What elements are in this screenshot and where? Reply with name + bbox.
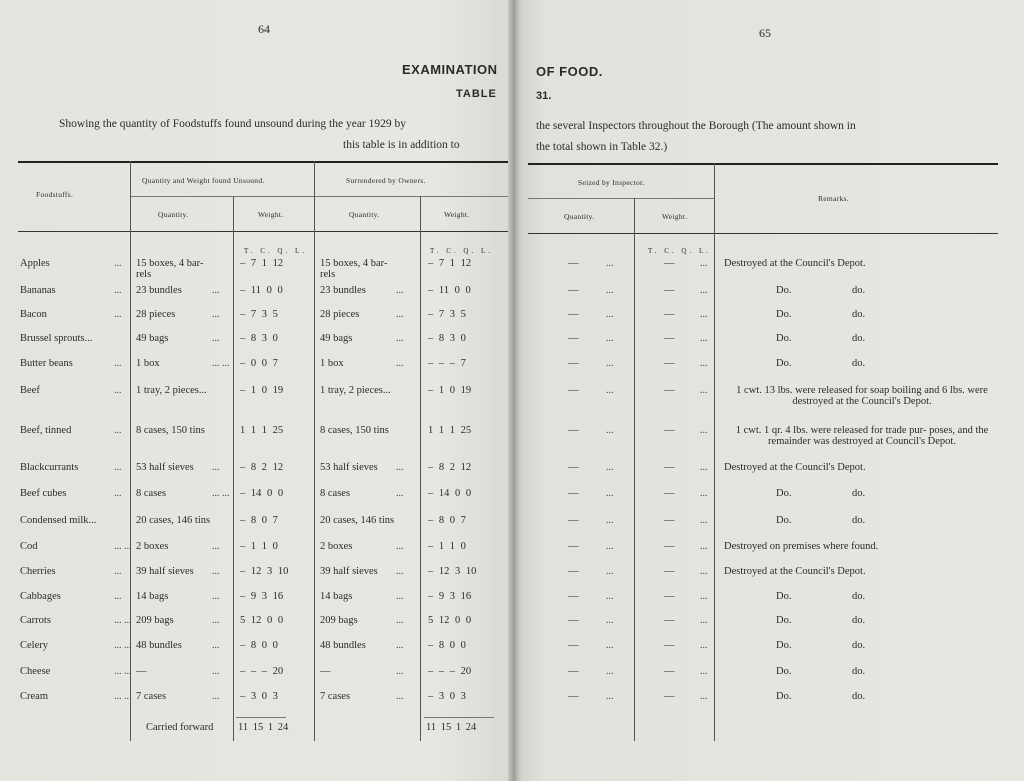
row-weight-found: – 8 3 0 [240, 333, 278, 344]
row-quantity-found: 20 cases, 146 tins [136, 515, 211, 526]
row-weight-seized-dots: ... [700, 358, 708, 369]
row-foodstuff: Condensed milk... [20, 515, 97, 526]
row-weight-found: – 7 1 12 [240, 258, 284, 269]
row-weight-seized: — [664, 541, 675, 552]
row-quantity-found-dots: ... [212, 666, 220, 677]
row-weight-surrendered: – 8 0 7 [428, 515, 466, 526]
row-remark: Do. [776, 488, 792, 499]
row-weight-surrendered: 1 1 1 25 [428, 425, 472, 436]
weight-units-3: T. C. Q. L. [648, 247, 712, 255]
row-foodstuff: Cherries [20, 566, 56, 577]
row-weight-found: – 0 0 7 [240, 358, 278, 369]
row-quantity-surrendered-dots: ... [396, 615, 404, 626]
row-foodstuff: Blackcurrants [20, 462, 79, 473]
row-weight-seized: — [664, 333, 675, 344]
heading-left: EXAMINATION [402, 62, 498, 77]
col-header-quantity-1: Quantity. [158, 210, 189, 219]
row-weight-found: – 8 0 7 [240, 515, 278, 526]
row-weight-seized-dots: ... [700, 691, 708, 702]
heading-right: OF FOOD. [536, 64, 603, 79]
row-foodstuff: Beef, tinned [20, 425, 72, 436]
row-weight-seized: — [664, 285, 675, 296]
carried-forward-label: Carried forward [146, 722, 214, 733]
row-foodstuff: Apples [20, 258, 50, 269]
row-quantity-surrendered: 1 tray, 2 pieces... [320, 385, 391, 396]
row-remark: Destroyed on premises where found. [724, 541, 879, 552]
row-quantity-found-dots: ... [212, 566, 220, 577]
row-quantity-surrendered: 48 bundles [320, 640, 366, 651]
row-weight-found: – 7 3 5 [240, 309, 278, 320]
row-quantity-found-dots: ... [212, 691, 220, 702]
row-weight-seized-dots: ... [700, 488, 708, 499]
row-quantity-found: 39 half sieves [136, 566, 194, 577]
row-foodstuff-dots: ... .. [114, 691, 129, 702]
row-quantity-seized: — [568, 666, 579, 677]
row-quantity-found: 28 pieces [136, 309, 176, 320]
row-weight-seized: — [664, 309, 675, 320]
row-foodstuff-dots: ... [114, 566, 122, 577]
row-remark-ditto: do. [852, 333, 866, 344]
row-quantity-found: 53 half sieves [136, 462, 194, 473]
row-quantity-found: 49 bags [136, 333, 169, 344]
row-weight-seized-dots: ... [700, 515, 708, 526]
row-weight-found: – – – 20 [240, 666, 284, 677]
row-weight-seized-dots: ... [700, 333, 708, 344]
row-quantity-found: 48 bundles [136, 640, 182, 651]
row-quantity-found-dots: ... [212, 591, 220, 602]
row-quantity-seized-dots: ... [606, 640, 614, 651]
row-foodstuff-dots: ... [114, 425, 122, 436]
row-quantity-found: — [136, 666, 147, 677]
row-foodstuff-dots: ... ... [114, 666, 132, 677]
row-quantity-seized: — [568, 358, 579, 369]
row-quantity-seized: — [568, 541, 579, 552]
row-quantity-surrendered: 8 cases, 150 tins [320, 425, 389, 436]
col-header-surrendered: Surrendered by Owners. [346, 176, 426, 185]
row-weight-seized-dots: ... [700, 425, 708, 436]
book-spine [508, 0, 522, 781]
row-remark: Do. [776, 691, 792, 702]
row-remark-ditto: do. [852, 666, 866, 677]
table-label-right: 31. [536, 90, 552, 102]
row-remark-ditto: do. [852, 691, 866, 702]
row-quantity-seized-dots: ... [606, 488, 614, 499]
row-quantity-surrendered: 209 bags [320, 615, 358, 626]
row-quantity-surrendered-dots: ... [396, 541, 404, 552]
row-foodstuff-dots: ... [114, 258, 122, 269]
row-quantity-found: 14 bags [136, 591, 169, 602]
row-weight-surrendered: – 3 0 3 [428, 691, 466, 702]
row-quantity-found-dots: ... [212, 285, 220, 296]
page-number-right: 65 [759, 26, 771, 40]
row-weight-seized-dots: ... [700, 591, 708, 602]
row-weight-found: – 1 0 19 [240, 385, 284, 396]
row-weight-seized: — [664, 258, 675, 269]
row-remark-ditto: do. [852, 309, 866, 320]
row-quantity-surrendered: 28 pieces [320, 309, 360, 320]
row-remark: Destroyed at the Council's Depot. [724, 462, 866, 473]
row-quantity-surrendered-dots: ... [396, 488, 404, 499]
row-foodstuff-dots: ... [114, 285, 122, 296]
intro-right-line1: the several Inspectors throughout the Borough (The amount shown in [536, 120, 856, 132]
row-weight-seized: — [664, 591, 675, 602]
row-quantity-surrendered: 1 box [320, 358, 344, 369]
col-header-foodstuffs: Foodstuffs. [36, 190, 74, 199]
row-foodstuff-dots: ... [114, 358, 122, 369]
subheader-rule-right [528, 198, 714, 199]
row-quantity-seized: — [568, 258, 579, 269]
row-remark: Do. [776, 515, 792, 526]
row-foodstuff: Cheese [20, 666, 51, 677]
row-foodstuff-dots: ... [114, 488, 122, 499]
col-rule-5 [634, 198, 635, 741]
col-rule-4 [420, 196, 421, 741]
row-quantity-seized-dots: ... [606, 285, 614, 296]
row-weight-seized-dots: ... [700, 285, 708, 296]
col-rule-2 [233, 196, 234, 741]
row-foodstuff: Cod [20, 541, 38, 552]
row-remark: Do. [776, 615, 792, 626]
row-quantity-surrendered-dots: ... [396, 309, 404, 320]
row-weight-seized: — [664, 425, 675, 436]
row-quantity-found: 23 bundles [136, 285, 182, 296]
header-bottom-rule-right [528, 233, 998, 234]
row-foodstuff: Cabbages [20, 591, 61, 602]
row-weight-found: 1 1 1 25 [240, 425, 284, 436]
row-quantity-surrendered: 20 cases, 146 tins [320, 515, 395, 526]
row-weight-seized: — [664, 691, 675, 702]
row-remark-ditto: do. [852, 488, 866, 499]
table-top-rule-left [18, 161, 508, 163]
row-quantity-seized: — [568, 425, 579, 436]
row-remark: Do. [776, 591, 792, 602]
row-quantity-seized-dots: ... [606, 615, 614, 626]
row-quantity-surrendered: 15 boxes, 4 bar- rels [320, 258, 388, 280]
row-quantity-seized: — [568, 591, 579, 602]
row-quantity-found: 2 boxes [136, 541, 169, 552]
row-remark-ditto: do. [852, 591, 866, 602]
col-header-seized: Seized by Inspector. [578, 178, 645, 187]
row-weight-seized-dots: ... [700, 615, 708, 626]
row-weight-surrendered: – 14 0 0 [428, 488, 472, 499]
row-weight-surrendered: 5 12 0 0 [428, 615, 472, 626]
row-quantity-found-dots: ... ... [212, 488, 230, 499]
row-quantity-seized-dots: ... [606, 591, 614, 602]
header-bottom-rule-left [18, 231, 508, 232]
row-quantity-surrendered: 8 cases [320, 488, 351, 499]
row-quantity-found-dots: ... ... [212, 358, 230, 369]
row-remark: 1 cwt. 13 lbs. were released for soap boiling and 6 lbs. were destroyed at the Council's Depot. [736, 385, 988, 407]
row-quantity-seized-dots: ... [606, 385, 614, 396]
row-quantity-surrendered-dots: ... [396, 591, 404, 602]
row-quantity-surrendered-dots: ... [396, 358, 404, 369]
col-header-found-unsound: Quantity and Weight found Unsound. [142, 176, 265, 185]
row-weight-seized-dots: ... [700, 541, 708, 552]
row-foodstuff-dots: ... ... [114, 615, 132, 626]
row-weight-seized: — [664, 488, 675, 499]
row-remark-ditto: do. [852, 640, 866, 651]
row-quantity-found-dots: ... [212, 333, 220, 344]
row-weight-seized-dots: ... [700, 566, 708, 577]
row-quantity-surrendered: 2 boxes [320, 541, 353, 552]
table-label-left: TABLE [456, 88, 497, 100]
row-weight-seized-dots: ... [700, 385, 708, 396]
row-foodstuff: Carrots [20, 615, 51, 626]
row-foodstuff: Bacon [20, 309, 47, 320]
row-weight-surrendered: – 9 3 16 [428, 591, 472, 602]
row-quantity-seized-dots: ... [606, 358, 614, 369]
row-weight-surrendered: – 1 1 0 [428, 541, 466, 552]
carried-forward-weight-2: 11 15 1 24 [426, 722, 477, 733]
row-quantity-seized: — [568, 333, 579, 344]
col-rule-1 [130, 161, 131, 741]
row-weight-found: – 8 2 12 [240, 462, 284, 473]
row-quantity-surrendered: 39 half sieves [320, 566, 378, 577]
row-quantity-seized: — [568, 691, 579, 702]
row-quantity-surrendered-dots: ... [396, 566, 404, 577]
row-quantity-found-dots: ... [212, 615, 220, 626]
row-quantity-found: 8 cases [136, 488, 167, 499]
intro-left-line1: Showing the quantity of Foodstuffs found unsound during the year 1929 by [59, 118, 406, 130]
row-foodstuff-dots: ... ... [114, 541, 132, 552]
row-weight-found: 5 12 0 0 [240, 615, 284, 626]
row-weight-seized: — [664, 462, 675, 473]
row-quantity-found: 7 cases [136, 691, 167, 702]
row-foodstuff-dots: ... [114, 309, 122, 320]
row-weight-surrendered: – 8 0 0 [428, 640, 466, 651]
col-header-remarks: Remarks. [818, 194, 849, 203]
row-quantity-found-dots: ... [212, 541, 220, 552]
row-quantity-seized: — [568, 515, 579, 526]
row-quantity-surrendered: 7 cases [320, 691, 351, 702]
row-weight-found: – 12 3 10 [240, 566, 289, 577]
row-remark: Do. [776, 285, 792, 296]
page-number-left: 64 [258, 22, 270, 36]
col-rule-3 [314, 161, 315, 741]
row-quantity-seized: — [568, 462, 579, 473]
row-weight-seized: — [664, 515, 675, 526]
row-weight-seized-dots: ... [700, 309, 708, 320]
row-remark: Do. [776, 666, 792, 677]
row-quantity-seized-dots: ... [606, 462, 614, 473]
row-quantity-seized-dots: ... [606, 541, 614, 552]
row-quantity-seized: — [568, 615, 579, 626]
row-quantity-seized: — [568, 640, 579, 651]
row-remark-ditto: do. [852, 358, 866, 369]
row-weight-surrendered: – 8 2 12 [428, 462, 472, 473]
row-foodstuff-dots: ... [114, 385, 122, 396]
row-quantity-seized: — [568, 566, 579, 577]
row-quantity-found: 1 box [136, 358, 160, 369]
row-weight-seized-dots: ... [700, 258, 708, 269]
row-foodstuff: Celery [20, 640, 48, 651]
row-quantity-seized-dots: ... [606, 425, 614, 436]
row-quantity-surrendered-dots: ... [396, 333, 404, 344]
col-header-quantity-3: Quantity. [564, 212, 595, 221]
row-remark-ditto: do. [852, 615, 866, 626]
row-quantity-found: 15 boxes, 4 bar- rels [136, 258, 204, 280]
row-quantity-surrendered-dots: ... [396, 666, 404, 677]
row-weight-found: – 3 0 3 [240, 691, 278, 702]
table-top-rule-right [528, 163, 998, 165]
row-weight-found: – 14 0 0 [240, 488, 284, 499]
row-remark-ditto: do. [852, 285, 866, 296]
row-remark: 1 cwt. 1 qr. 4 lbs. were released for trade pur- poses, and the remainder was destroyed at Council's Depot. [735, 425, 989, 447]
row-quantity-seized: — [568, 285, 579, 296]
row-quantity-seized-dots: ... [606, 691, 614, 702]
row-quantity-found-dots: ... [212, 640, 220, 651]
row-weight-found: – 8 0 0 [240, 640, 278, 651]
row-weight-surrendered: – 11 0 0 [428, 285, 471, 296]
row-quantity-surrendered-dots: ... [396, 462, 404, 473]
intro-left-line2: this table is in addition to [343, 139, 460, 151]
row-weight-surrendered: – – – 20 [428, 666, 472, 677]
row-quantity-surrendered-dots: ... [396, 691, 404, 702]
carried-rule-1 [236, 717, 286, 718]
row-quantity-seized: — [568, 385, 579, 396]
carried-rule-2 [424, 717, 494, 718]
row-remark-ditto: do. [852, 515, 866, 526]
row-quantity-surrendered: 53 half sieves [320, 462, 378, 473]
row-weight-seized-dots: ... [700, 462, 708, 473]
row-remark: Do. [776, 358, 792, 369]
row-quantity-seized: — [568, 488, 579, 499]
weight-units-1: T. C. Q. L. [244, 247, 308, 255]
row-quantity-seized-dots: ... [606, 309, 614, 320]
row-quantity-found: 8 cases, 150 tins [136, 425, 205, 436]
row-weight-found: – 9 3 16 [240, 591, 284, 602]
row-quantity-surrendered: 49 bags [320, 333, 353, 344]
row-quantity-seized-dots: ... [606, 333, 614, 344]
row-foodstuff: Butter beans [20, 358, 73, 369]
col-rule-6 [714, 163, 715, 741]
row-weight-surrendered: – 8 3 0 [428, 333, 466, 344]
row-weight-found: – 1 1 0 [240, 541, 278, 552]
row-foodstuff: Brussel sprouts... [20, 333, 93, 344]
col-header-weight-3: Weight. [662, 212, 688, 221]
row-weight-found: – 11 0 0 [240, 285, 283, 296]
row-quantity-surrendered: 14 bags [320, 591, 353, 602]
row-foodstuff: Beef [20, 385, 40, 396]
row-remark: Do. [776, 640, 792, 651]
row-weight-seized-dots: ... [700, 666, 708, 677]
row-quantity-surrendered: — [320, 666, 331, 677]
intro-right-line2: the total shown in Table 32.) [536, 141, 668, 153]
carried-forward-weight-1: 11 15 1 24 [238, 722, 289, 733]
col-header-weight-2: Weight. [444, 210, 470, 219]
row-quantity-found: 1 tray, 2 pieces... [136, 385, 207, 396]
row-weight-surrendered: – 7 3 5 [428, 309, 466, 320]
row-remark: Destroyed at the Council's Depot. [724, 566, 866, 577]
row-foodstuff: Cream [20, 691, 48, 702]
subheader-rule-left [130, 196, 508, 197]
row-quantity-found-dots: ... [212, 462, 220, 473]
row-quantity-surrendered: 23 bundles [320, 285, 366, 296]
row-quantity-found: 209 bags [136, 615, 174, 626]
row-weight-surrendered: – 1 0 19 [428, 385, 472, 396]
row-foodstuff-dots: ... [114, 462, 122, 473]
row-quantity-surrendered-dots: ... [396, 640, 404, 651]
row-weight-surrendered: – 7 1 12 [428, 258, 472, 269]
row-quantity-surrendered-dots: ... [396, 285, 404, 296]
row-foodstuff: Bananas [20, 285, 56, 296]
row-foodstuff-dots: ... [114, 591, 122, 602]
row-quantity-seized-dots: ... [606, 258, 614, 269]
row-quantity-seized-dots: ... [606, 515, 614, 526]
row-weight-seized: — [664, 640, 675, 651]
col-header-weight-1: Weight. [258, 210, 284, 219]
row-quantity-found-dots: ... [212, 309, 220, 320]
row-weight-seized: — [664, 566, 675, 577]
row-foodstuff-dots: ... ... [114, 640, 132, 651]
row-remark: Do. [776, 309, 792, 320]
row-foodstuff: Beef cubes [20, 488, 67, 499]
row-weight-surrendered: – 12 3 10 [428, 566, 477, 577]
weight-units-2: T. C. Q. L. [430, 247, 494, 255]
row-weight-seized-dots: ... [700, 640, 708, 651]
row-remark: Destroyed at the Council's Depot. [724, 258, 866, 269]
col-header-quantity-2: Quantity. [349, 210, 380, 219]
row-remark: Do. [776, 333, 792, 344]
row-quantity-seized-dots: ... [606, 666, 614, 677]
row-weight-surrendered: – – – 7 [428, 358, 466, 369]
row-weight-seized: — [664, 385, 675, 396]
row-weight-seized: — [664, 666, 675, 677]
row-quantity-seized-dots: ... [606, 566, 614, 577]
row-quantity-seized: — [568, 309, 579, 320]
row-weight-seized: — [664, 615, 675, 626]
row-weight-seized: — [664, 358, 675, 369]
